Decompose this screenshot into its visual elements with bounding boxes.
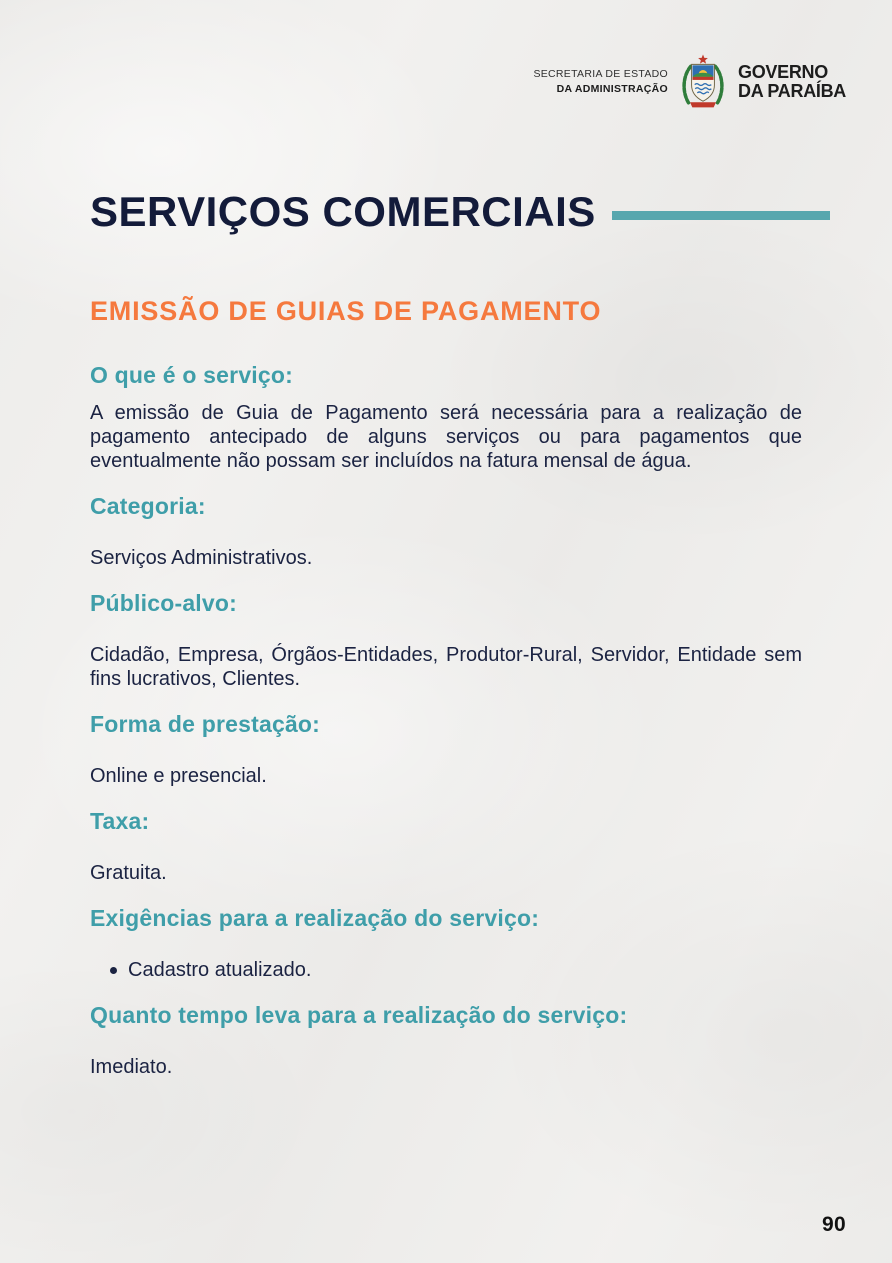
star-shape	[698, 55, 708, 64]
section-heading: O que é o serviço:	[90, 362, 293, 388]
section-category	[90, 493, 802, 570]
service-name-heading: EMISSÃO DE GUIAS DE PAGAMENTO	[90, 296, 602, 326]
page-title: SERVIÇOS COMERCIAIS	[90, 188, 596, 235]
paraiba-coat-of-arms-icon	[679, 54, 727, 110]
section-delivery-mode	[90, 711, 802, 788]
section-heading: Forma de prestação:	[90, 711, 321, 737]
list-item: Cadastro atualizado.	[110, 958, 802, 982]
section-heading: Quanto tempo leva para a realização do serviço:	[90, 1002, 628, 1028]
section-what-is	[90, 362, 802, 473]
section-body: Online e presencial.	[90, 765, 267, 787]
section-body: Serviços Administrativos.	[90, 547, 313, 569]
section-heading: Taxa:	[90, 808, 150, 834]
section-duration	[90, 1002, 802, 1079]
section-target-audience	[90, 590, 802, 691]
government-line2: DA PARAÍBA	[738, 81, 846, 101]
government-line1: GOVERNO	[738, 62, 828, 83]
page-number: 90	[822, 1213, 846, 1236]
section-heading: Exigências para a realização do serviço:	[90, 905, 540, 931]
secretariat-line2: DA ADMINISTRAÇÃO	[556, 83, 668, 95]
section-fee	[90, 808, 802, 885]
section-requirements	[90, 905, 802, 982]
government-block	[738, 63, 846, 100]
page-header	[533, 54, 846, 110]
section-body: A emissão de Guia de Pagamento será necessária para a realização de pagamento antecipado de alguns serviços ou para pagamentos que eventualmente não possam ser incluídos na fatura mensal de água.	[90, 402, 802, 472]
section-heading: Público-alvo:	[90, 590, 238, 616]
title-rule	[612, 211, 830, 220]
section-body: Cidadão, Empresa, Órgãos-Entidades, Produtor-Rural, Servidor, Entidade sem fins lucrativos, Clientes.	[90, 644, 802, 690]
requirements-list	[90, 958, 802, 982]
secretariat-block	[533, 67, 668, 96]
secretariat-line1: SECRETARIA DE ESTADO	[533, 68, 668, 81]
title-row	[90, 190, 802, 234]
section-heading: Categoria:	[90, 493, 206, 519]
section-body: Gratuita.	[90, 862, 167, 884]
section-body: Imediato.	[90, 1056, 173, 1078]
